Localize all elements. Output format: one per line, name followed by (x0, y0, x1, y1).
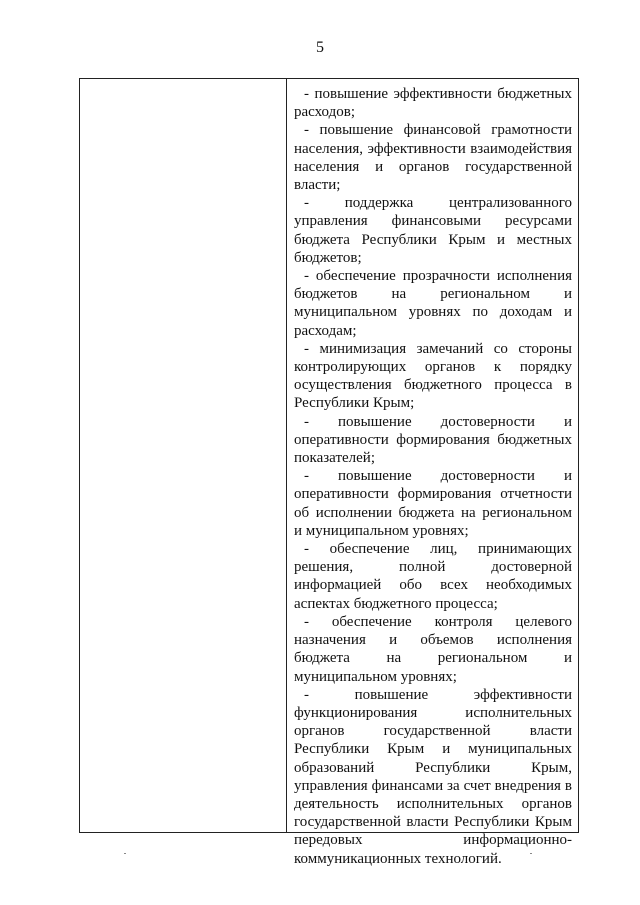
goal-item: - повышение эффективности функционирования исполнительных органов государственной власти Республики Крым и муниципальных образований Республики Крым, управления финансами за счет внедрения в деятельность исполнительных органов государственной власти Республики Крым передовых информационно-коммуникационных технологий. (294, 686, 572, 867)
goal-item: - минимизация замечаний со стороны контролирующих органов к порядку осуществления бюджетного процесса в Республики Крым; (294, 340, 572, 412)
goal-item: - повышение финансовой грамотности населения, эффективности взаимодействия населения и органов государственной власти; (294, 122, 572, 194)
table-right-cell (287, 79, 578, 867)
goal-item: - повышение эффективности бюджетных расходов; (294, 86, 572, 121)
table-left-cell (80, 79, 287, 832)
page-number: 5 (316, 39, 324, 56)
goals-table (79, 78, 579, 867)
goal-item: - обеспечение лиц, принимающих решения, полной достоверной информацией обо всех необходимых аспектах бюджетного процесса; (294, 541, 572, 612)
goal-item: - повышение достоверности и оперативности формирования отчетности об исполнении бюджета на региональном и муниципальном уровнях; (294, 468, 572, 539)
goal-item: - обеспечение контроля целевого назначения и объемов исполнения бюджета на региональном и муниципальном уровнях; (294, 613, 572, 685)
scan-speck (124, 853, 126, 854)
scan-speck (530, 853, 532, 854)
goal-item: - повышение достоверности и оперативности формирования бюджетных показателей; (294, 413, 572, 467)
goal-item: - обеспечение прозрачности исполнения бюджетов на региональном и муниципальном уровнях по доходам и расходам; (294, 268, 572, 339)
goal-item: - поддержка централизованного управления финансовыми ресурсами бюджета Республики Крым и местных бюджетов; (294, 195, 572, 266)
